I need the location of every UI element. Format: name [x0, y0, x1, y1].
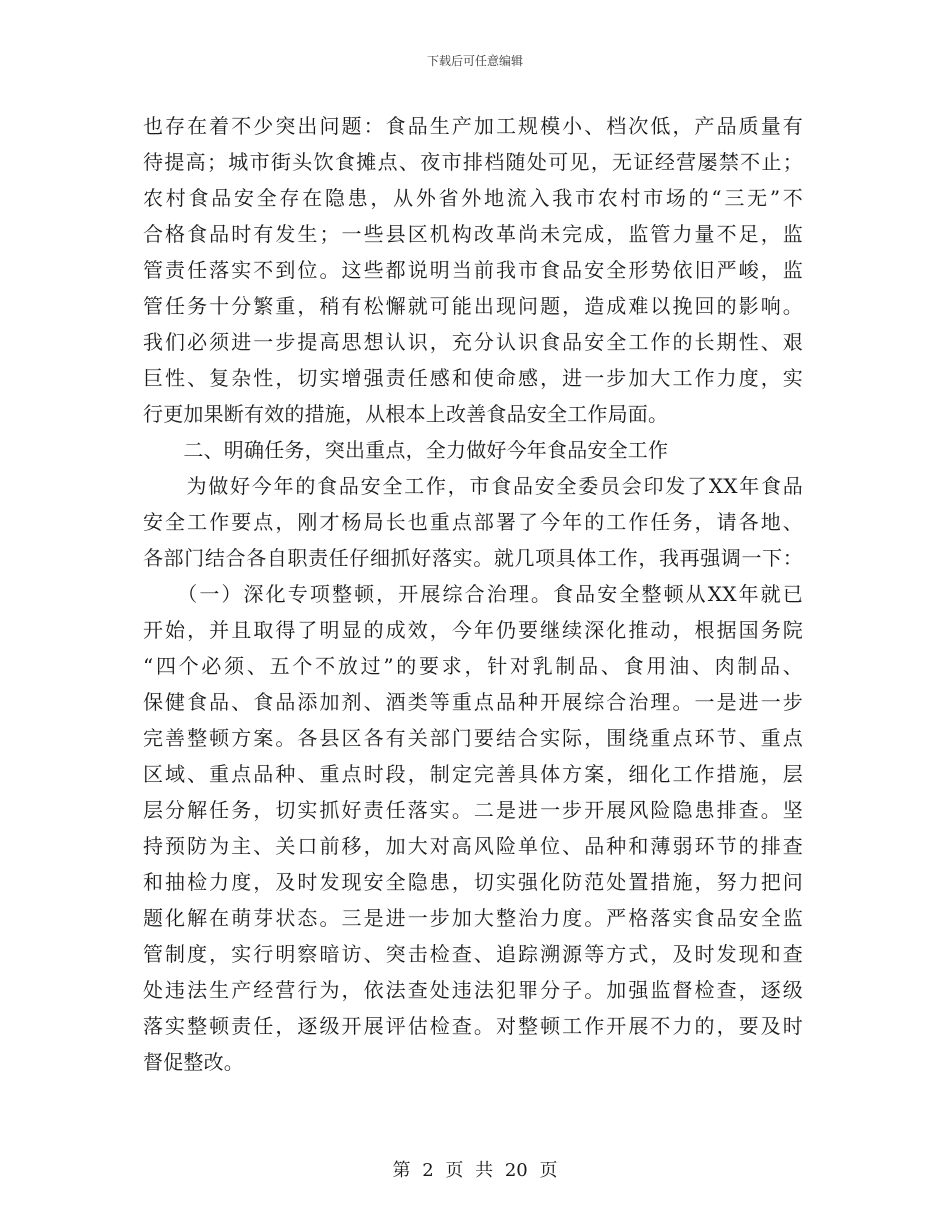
text-line: 管责任落实不到位。这些都说明当前我市食品安全形势依旧严峻，监 — [143, 258, 803, 282]
text-line: 区域、重点品种、重点时段，制定完善具体方案，细化工作措施，层 — [143, 762, 803, 786]
text-line: 管制度，实行明察暗访、突击检查、追踪溯源等方式，及时发现和查 — [143, 942, 803, 966]
text-line: 为做好今年的食品安全工作，市食品安全委员会印发了XX年食品 — [143, 474, 803, 498]
text-line: （一）深化专项整顿，开展综合治理。食品安全整顿从XX年就已 — [143, 582, 803, 606]
text-line: 持预防为主、关口前移，加大对高风险单位、品种和薄弱环节的排查 — [143, 834, 803, 858]
text-line: 安全工作要点，刚才杨局长也重点部署了今年的工作任务，请各地、 — [143, 510, 803, 534]
page-number: 第 2 页 共 20 页 — [392, 1160, 558, 1181]
text-line: 管任务十分繁重，稍有松懈就可能出现问题，造成难以挽回的影响。 — [143, 294, 803, 318]
text-line: 待提高；城市街头饮食摊点、夜市排档随处可见，无证经营屡禁不止； — [143, 150, 803, 174]
text-line: 农村食品安全存在隐患，从外省外地流入我市农村市场的“三无”不 — [143, 186, 803, 210]
text-line: 处违法生产经营行为，依法查处违法犯罪分子。加强监督检查，逐级 — [143, 978, 803, 1002]
text-line: 巨性、复杂性，切实增强责任感和使命感，进一步加大工作力度，实 — [143, 366, 803, 390]
text-line: 督促整改。 — [143, 1050, 244, 1074]
text-line: 各部门结合各自职责任仔细抓好落实。就几项具体工作，我再强调一下： — [143, 546, 803, 570]
text-line: 保健食品、食品添加剂、酒类等重点品种开展综合治理。一是进一步 — [143, 690, 803, 714]
text-line: 开始，并且取得了明显的成效，今年仍要继续深化推动，根据国务院 — [143, 618, 803, 642]
text-line: 我们必须进一步提高思想认识，充分认识食品安全工作的长期性、艰 — [143, 330, 803, 354]
page-header: 下载后可任意编辑 — [426, 54, 523, 68]
section-heading: 二、明确任务，突出重点，全力做好今年食品安全工作 — [143, 438, 669, 462]
text-line: 落实整顿责任，逐级开展评估检查。对整顿工作开展不力的，要及时 — [143, 1014, 803, 1038]
text-line: 和抽检力度，及时发现安全隐患，切实强化防范处置措施，努力把问 — [143, 870, 803, 894]
text-line: 层分解任务，切实抓好责任落实。二是进一步开展风险隐患排查。坚 — [143, 798, 803, 822]
text-line: 行更加果断有效的措施，从根本上改善食品安全工作局面。 — [143, 402, 669, 426]
text-line: 题化解在萌芽状态。三是进一步加大整治力度。严格落实食品安全监 — [143, 906, 803, 930]
text-line: 也存在着不少突出问题：食品生产加工规模小、档次低，产品质量有 — [143, 114, 803, 138]
text-line: 合格食品时有发生；一些县区机构改革尚未完成，监管力量不足，监 — [143, 222, 803, 246]
text-line: “四个必须、五个不放过”的要求，针对乳制品、食用油、肉制品、 — [143, 654, 803, 678]
document-body — [143, 108, 803, 1080]
text-line: 完善整顿方案。各县区各有关部门要结合实际，围绕重点环节、重点 — [143, 726, 803, 750]
